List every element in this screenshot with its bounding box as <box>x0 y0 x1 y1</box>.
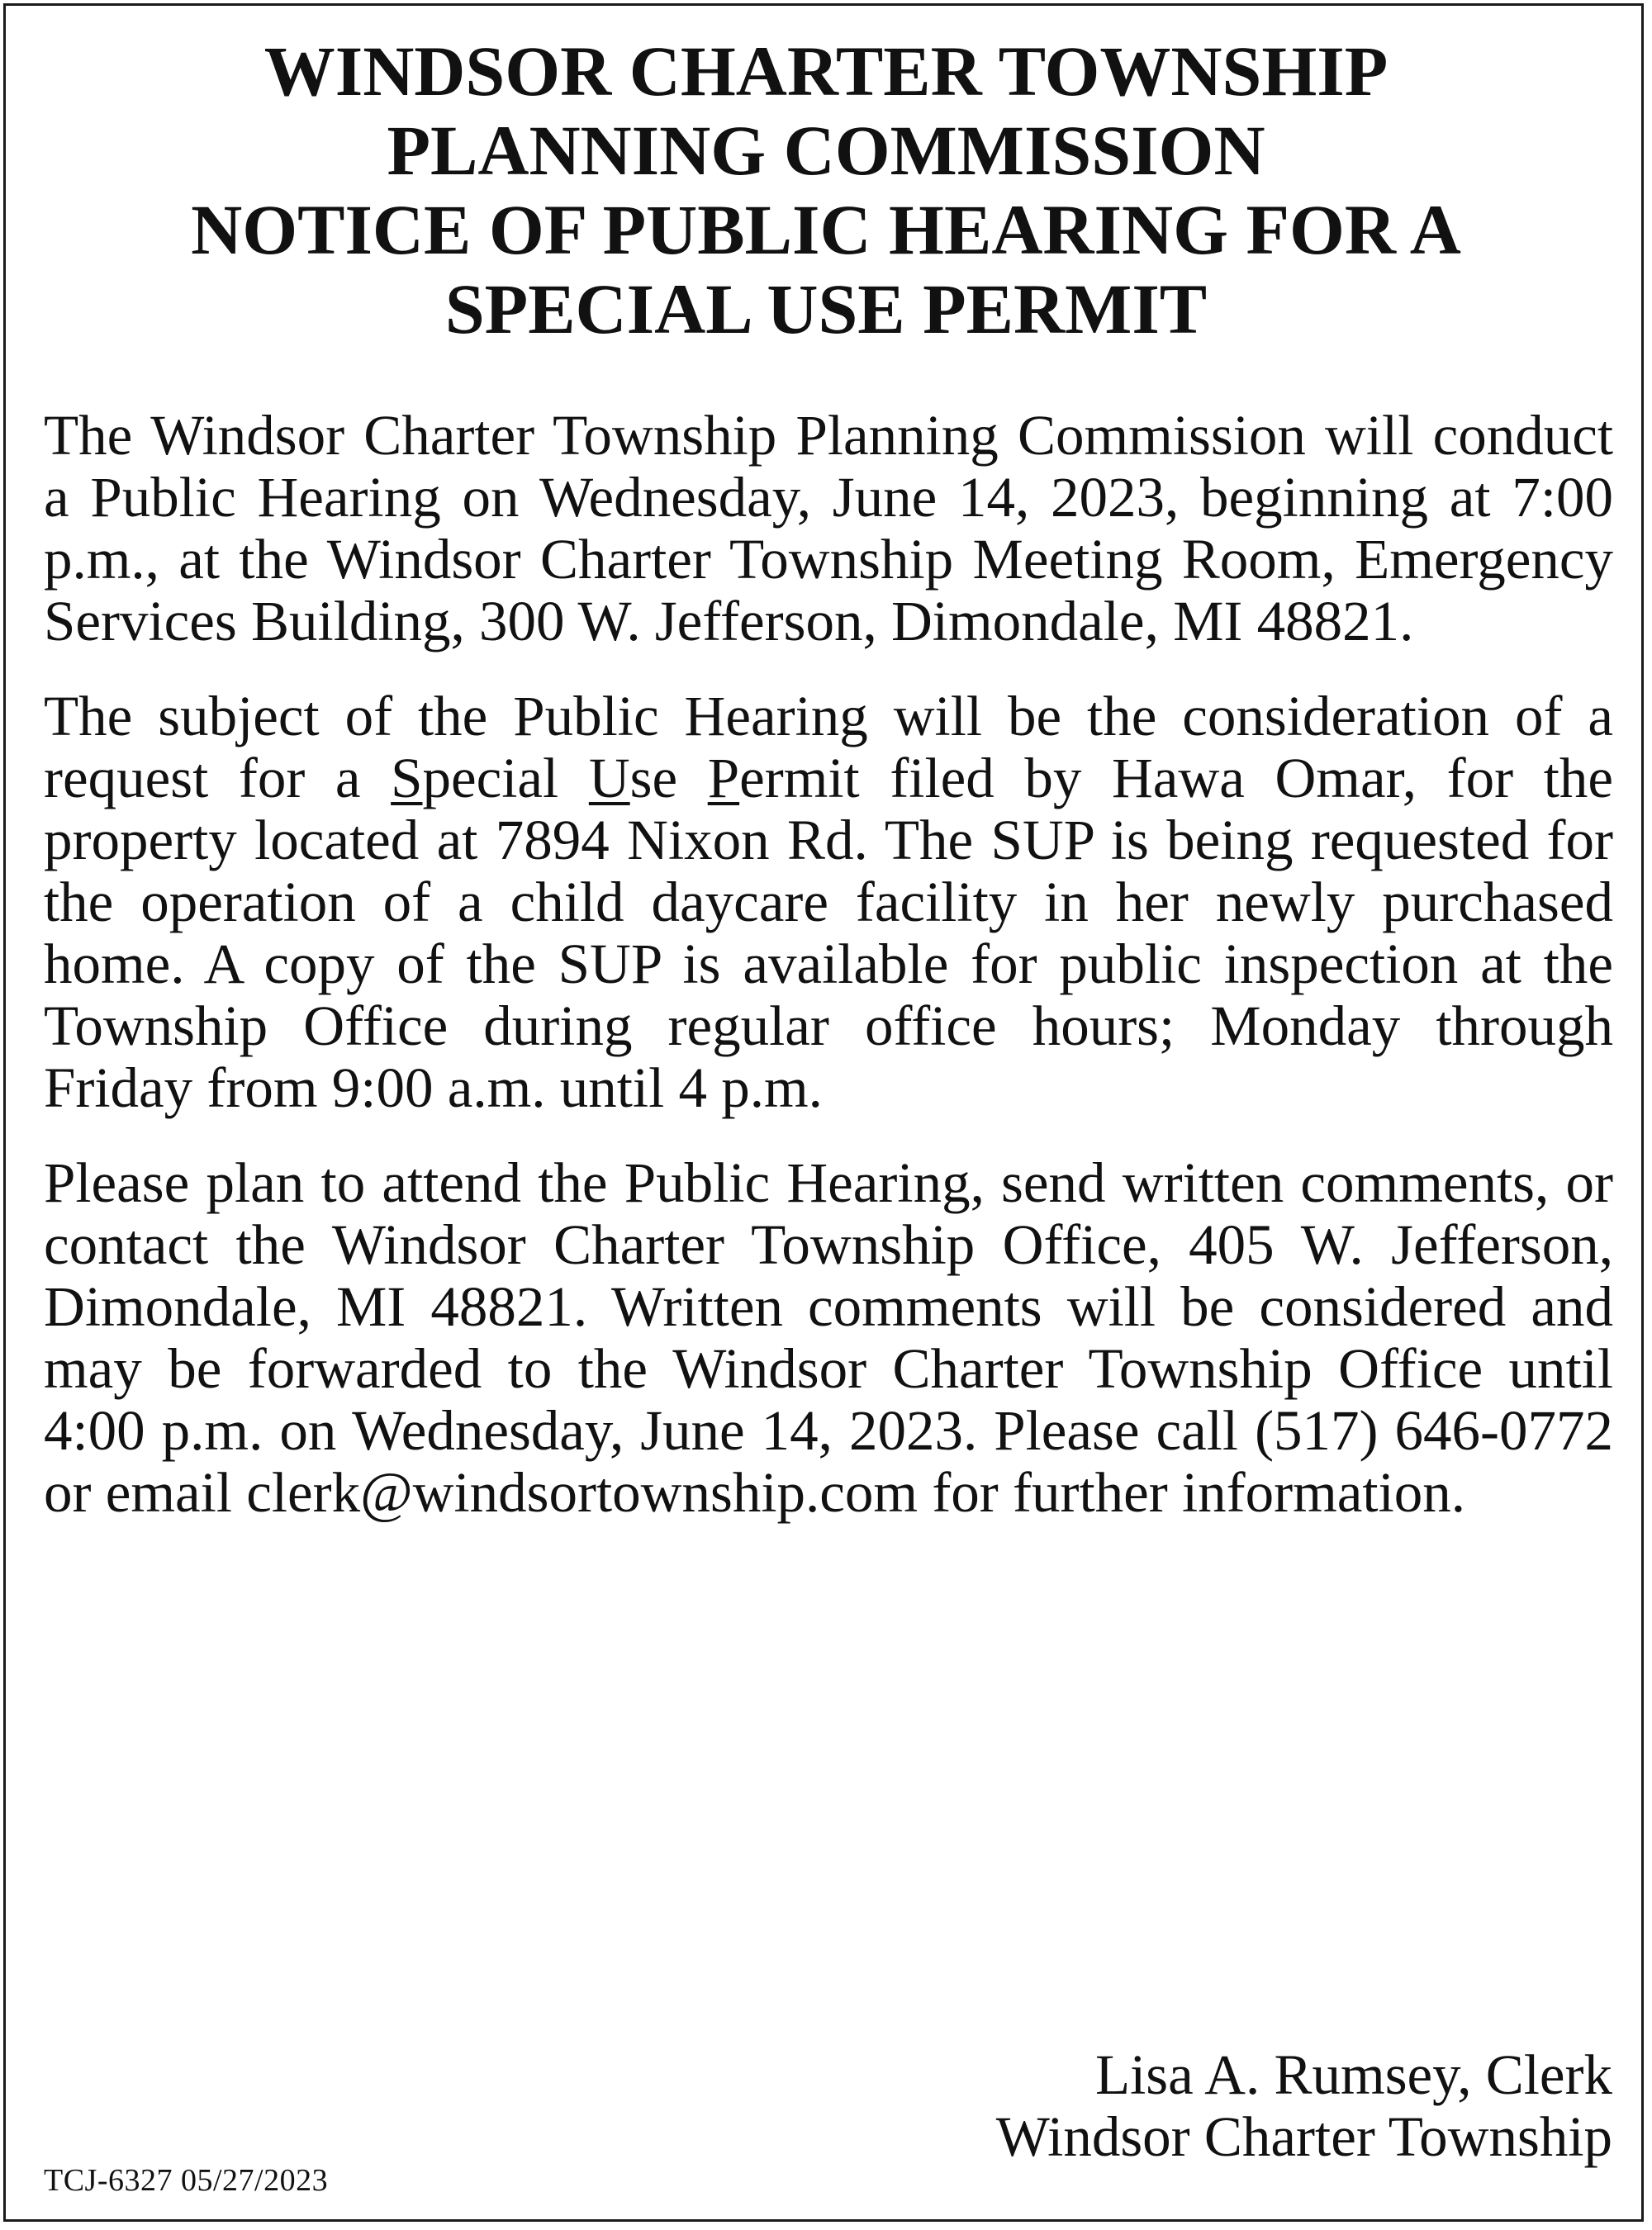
notice-body <box>44 405 1613 1557</box>
permit-rest: ermit <box>739 747 860 809</box>
title-line: NOTICE OF PUBLIC HEARING FOR A <box>191 190 1461 269</box>
use-rest: se <box>629 747 708 809</box>
subject-text-before: The subject of the Public Hearing will be the consideration of a request for a <box>44 685 1613 809</box>
special-initial: S <box>391 747 423 809</box>
use-initial: U <box>588 747 630 809</box>
clerk-name: Lisa A. Rumsey, Clerk <box>1094 2043 1612 2106</box>
title-line: PLANNING COMMISSION <box>387 111 1265 190</box>
clerk-organization: Windsor Charter Township <box>995 2105 1612 2168</box>
hearing-details-paragraph: The Windsor Charter Township Planning Commission will conduct a Public Hearing on Wednesday, June 14, 2023, beginning at 7:00 p.m., at the Windsor Charter Township Meeting Room, Emergency Services Building, 300 W. Jefferson, Dimondale, MI 48821. <box>44 404 1613 652</box>
permit-initial: P <box>707 747 740 809</box>
subject-text-after: filed by Hawa Omar, for the property located at 7894 Nixon Rd. The SUP is being requested for the operation of a child daycare facility in her newly purchased home. A copy of the SUP is available for public inspection at the Township Office during regular office hours; Monday through Friday from 9:00 a.m. until 4 p.m. <box>44 747 1613 1119</box>
title-line: SPECIAL USE PERMIT <box>444 269 1208 349</box>
special-rest: pecial <box>422 747 589 809</box>
publication-reference: TCJ-6327 05/27/2023 <box>44 2163 329 2198</box>
title-line: WINDSOR CHARTER TOWNSHIP <box>263 31 1389 111</box>
notice-title <box>33 31 1619 349</box>
comments-paragraph: Please plan to attend the Public Hearing, send written comments, or contact the Windsor Charter Township Office, 405 W. Jefferson, Dimondale, MI 48821. Written comments will be considered and may be forwarded to the Windsor Charter Township Office until 4:00 p.m. on Wednesday, June 14, 2023. Please call (517) 646-0772 or email clerk@windsortownship.com for further information. <box>44 1151 1613 1524</box>
subject-paragraph <box>44 686 1613 1119</box>
signature-block <box>996 2044 1612 2168</box>
